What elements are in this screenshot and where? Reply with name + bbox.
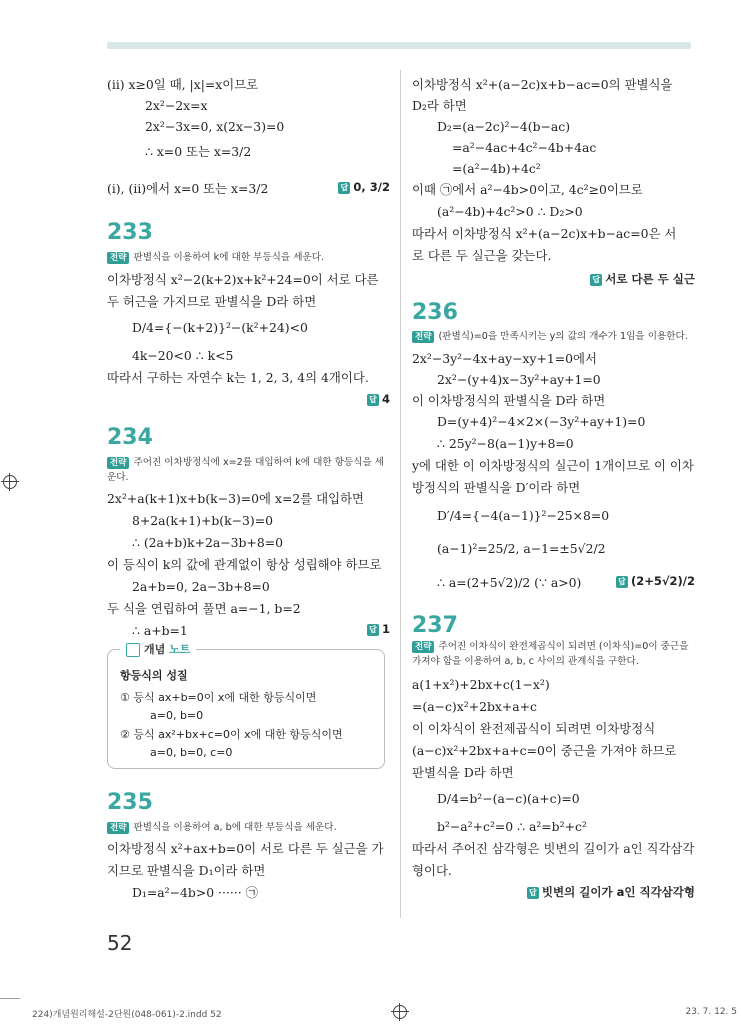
top-decor-bar bbox=[107, 42, 691, 49]
text-line: D₂=(a−2c)²−4(b−ac) bbox=[437, 119, 571, 134]
text-line: =(a−c)x²+2bx+a+c bbox=[412, 699, 537, 714]
text-line: ∴ x=0 또는 x=3/2 bbox=[145, 144, 252, 159]
text-line: =a²−4ac+4c²−4b+4ac bbox=[452, 140, 597, 155]
answer-mark-icon: 답 bbox=[367, 394, 379, 406]
page-number: 52 bbox=[107, 931, 133, 955]
answer-mark-icon: 답 bbox=[338, 182, 350, 194]
text-line: 2x²+a(k+1)x+b(k−3)=0에 x=2를 대입하면 bbox=[107, 491, 365, 506]
text-line: a(1+x²)+2bx+c(1−x²) bbox=[412, 677, 550, 692]
answer-mark-icon: 답 bbox=[590, 274, 602, 286]
problem-number: 235 bbox=[107, 790, 153, 815]
footer-filename: 224)개념원리해설-2단원(048-061)-2.indd 52 bbox=[32, 1010, 222, 1020]
text-line: 이 이차식이 완전제곱식이 되려면 이차방정식 bbox=[412, 721, 656, 736]
text-line: 이차방정식 x²+(a−2c)x+b−ac=0의 판별식을 bbox=[412, 77, 673, 92]
strategy-text bbox=[412, 329, 695, 344]
note-line: ② 등식 ax²+bx+c=0이 x에 대한 항등식이면 bbox=[120, 728, 343, 741]
text-line: 이차방정식 x²−2(k+2)x+k²+24=0이 서로 다른 bbox=[107, 272, 379, 287]
text-line: D=(y+4)²−4×2×(−3y²+ay+1)=0 bbox=[437, 414, 646, 429]
note-line: a=0, b=0, c=0 bbox=[150, 746, 233, 759]
text-line: 4k−20<0 ∴ k<5 bbox=[132, 348, 234, 363]
text-line: 로 다른 두 실근을 갖는다. bbox=[412, 248, 552, 263]
text-line: ∴ a=(2+5√2)/2 (∵ a>0) bbox=[437, 575, 582, 590]
strategy-text bbox=[412, 639, 695, 669]
strategy-tag: 전략 bbox=[412, 641, 434, 653]
strategy-text bbox=[107, 455, 390, 485]
text-line: y에 대한 이 이차방정식의 실근이 1개이므로 이 이차 bbox=[412, 458, 694, 473]
footer-rule bbox=[0, 998, 20, 999]
column-divider bbox=[400, 70, 401, 918]
footer-date: 23. 7. 12. 5 bbox=[685, 1007, 737, 1017]
text-line: ∴ a+b=1 bbox=[132, 623, 188, 638]
text-line: (ⅱ) x≥0일 때, |x|=x이므로 bbox=[107, 77, 259, 92]
text-line: (a−1)²=25/2, a−1=±5√2/2 bbox=[437, 541, 606, 556]
answer-text: 1 bbox=[381, 622, 390, 636]
text-line: (a²−4b)+4c²>0 ∴ D₂>0 bbox=[437, 204, 583, 219]
text-line: 지므로 판별식을 D₁이라 하면 bbox=[107, 863, 266, 878]
text-line: 따라서 주어진 삼각형은 빗변의 길이가 a인 직각삼각 bbox=[412, 841, 695, 856]
text-line: ∴ 25y²−8(a−1)y+8=0 bbox=[437, 436, 574, 451]
problem-number: 236 bbox=[412, 300, 458, 325]
text-line: 따라서 구하는 자연수 k는 1, 2, 3, 4의 4개이다. bbox=[107, 370, 369, 385]
note-line: a=0, b=0 bbox=[150, 709, 204, 722]
answer-text: 0, 3/2 bbox=[353, 180, 390, 194]
answer-text: 4 bbox=[381, 392, 390, 406]
text-line: 2x²−3x=0, x(2x−3)=0 bbox=[145, 119, 285, 134]
answer-text: 빗변의 길이가 a인 직각삼각형 bbox=[541, 885, 695, 899]
text-line: 2x²−3y²−4x+ay−xy+1=0에서 bbox=[412, 351, 597, 366]
strategy-body: 주어진 이차식이 완전제곱식이 되려면 (이차식)=0이 중근을 가져야 함을 이용하여 a, b, c 사이의 관계식을 구한다. bbox=[412, 641, 689, 667]
text-line: 두 허근을 가지므로 판별식을 D라 하면 bbox=[107, 294, 317, 309]
strategy-tag: 전략 bbox=[107, 822, 129, 834]
answer-badge bbox=[616, 574, 695, 588]
strategy-tag: 전략 bbox=[412, 331, 434, 343]
strategy-body: 판별식을 이용하여 a, b에 대한 부등식을 세운다. bbox=[133, 822, 337, 833]
strategy-tag: 전략 bbox=[107, 252, 129, 264]
note-title-a: 개념 bbox=[144, 643, 166, 656]
answer-badge bbox=[367, 392, 390, 406]
strategy-body: 주어진 이차방정식에 x=2를 대입하여 k에 대한 항등식을 세운다. bbox=[107, 457, 385, 483]
note-title bbox=[120, 641, 196, 657]
text-line: =(a²−4b)+4c² bbox=[452, 161, 541, 176]
answer-text: 서로 다른 두 실근 bbox=[605, 272, 695, 286]
problem-number: 234 bbox=[107, 425, 153, 450]
strategy-text bbox=[107, 820, 390, 835]
text-line: ∴ (2a+b)k+2a−3b+8=0 bbox=[132, 535, 283, 550]
text-line: 이때 ㉠에서 a²−4b>0이고, 4c²≥0이므로 bbox=[412, 182, 643, 197]
answer-mark-icon: 답 bbox=[527, 887, 539, 899]
notebook-icon bbox=[126, 643, 140, 657]
registration-mark-icon bbox=[3, 475, 17, 489]
text-line: D₂라 하면 bbox=[412, 98, 467, 113]
text-line: 두 식을 연립하여 풀면 a=−1, b=2 bbox=[107, 601, 301, 616]
text-line: 2x²−2x=x bbox=[145, 98, 208, 113]
answer-badge bbox=[338, 180, 390, 194]
registration-mark-icon bbox=[393, 1005, 407, 1019]
text-line: 판별식을 D라 하면 bbox=[412, 765, 514, 780]
text-line: D₁=a²−4b>0 ······ ㉠ bbox=[132, 885, 258, 900]
text-line: 이 이차방정식의 판별식을 D라 하면 bbox=[412, 393, 606, 408]
note-title-b: 노트 bbox=[169, 643, 191, 656]
strategy-text bbox=[107, 250, 390, 265]
text-line: b²−a²+c²=0 ∴ a²=b²+c² bbox=[437, 819, 587, 834]
text-line: (a−c)x²+2bx+a+c=0이 중근을 가져야 하므로 bbox=[412, 743, 677, 758]
answer-text: (2+5√2)/2 bbox=[630, 574, 695, 588]
text-line: 2a+b=0, 2a−3b+8=0 bbox=[132, 579, 270, 594]
text-line: 8+2a(k+1)+b(k−3)=0 bbox=[132, 513, 273, 528]
text-line: (ⅰ), (ⅱ)에서 x=0 또는 x=3/2 bbox=[107, 181, 269, 196]
problem-number: 237 bbox=[412, 613, 458, 638]
text-line: 방정식의 판별식을 D′이라 하면 bbox=[412, 480, 581, 495]
answer-badge bbox=[527, 884, 695, 900]
answer-badge bbox=[590, 271, 695, 287]
text-line: D′/4={−4(a−1)}²−25×8=0 bbox=[437, 508, 610, 523]
answer-mark-icon: 답 bbox=[616, 576, 628, 588]
strategy-tag: 전략 bbox=[107, 457, 129, 469]
strategy-body: (판별식)=0을 만족시키는 y의 값의 개수가 1임을 이용한다. bbox=[438, 331, 688, 342]
text-line: 이 등식이 k의 값에 관계없이 항상 성립해야 하므로 bbox=[107, 557, 382, 572]
text-line: 형이다. bbox=[412, 863, 452, 878]
text-line: 2x²−(y+4)x−3y²+ay+1=0 bbox=[437, 372, 601, 387]
text-line: D/4=b²−(a−c)(a+c)=0 bbox=[437, 791, 580, 806]
answer-mark-icon: 답 bbox=[367, 624, 379, 636]
text-line: D/4={−(k+2)}²−(k²+24)<0 bbox=[132, 320, 308, 335]
text-line: 이차방정식 x²+ax+b=0이 서로 다른 두 실근을 가 bbox=[107, 841, 384, 856]
problem-number: 233 bbox=[107, 220, 153, 245]
strategy-body: 판별식을 이용하여 k에 대한 부등식을 세운다. bbox=[133, 252, 325, 263]
answer-badge bbox=[367, 622, 390, 636]
text-line: 따라서 이차방정식 x²+(a−2c)x+b−ac=0은 서 bbox=[412, 226, 677, 241]
concept-note-box bbox=[107, 643, 385, 769]
note-heading: 항등식의 성질 bbox=[120, 669, 188, 682]
note-line: ① 등식 ax+b=0이 x에 대한 항등식이면 bbox=[120, 691, 317, 704]
